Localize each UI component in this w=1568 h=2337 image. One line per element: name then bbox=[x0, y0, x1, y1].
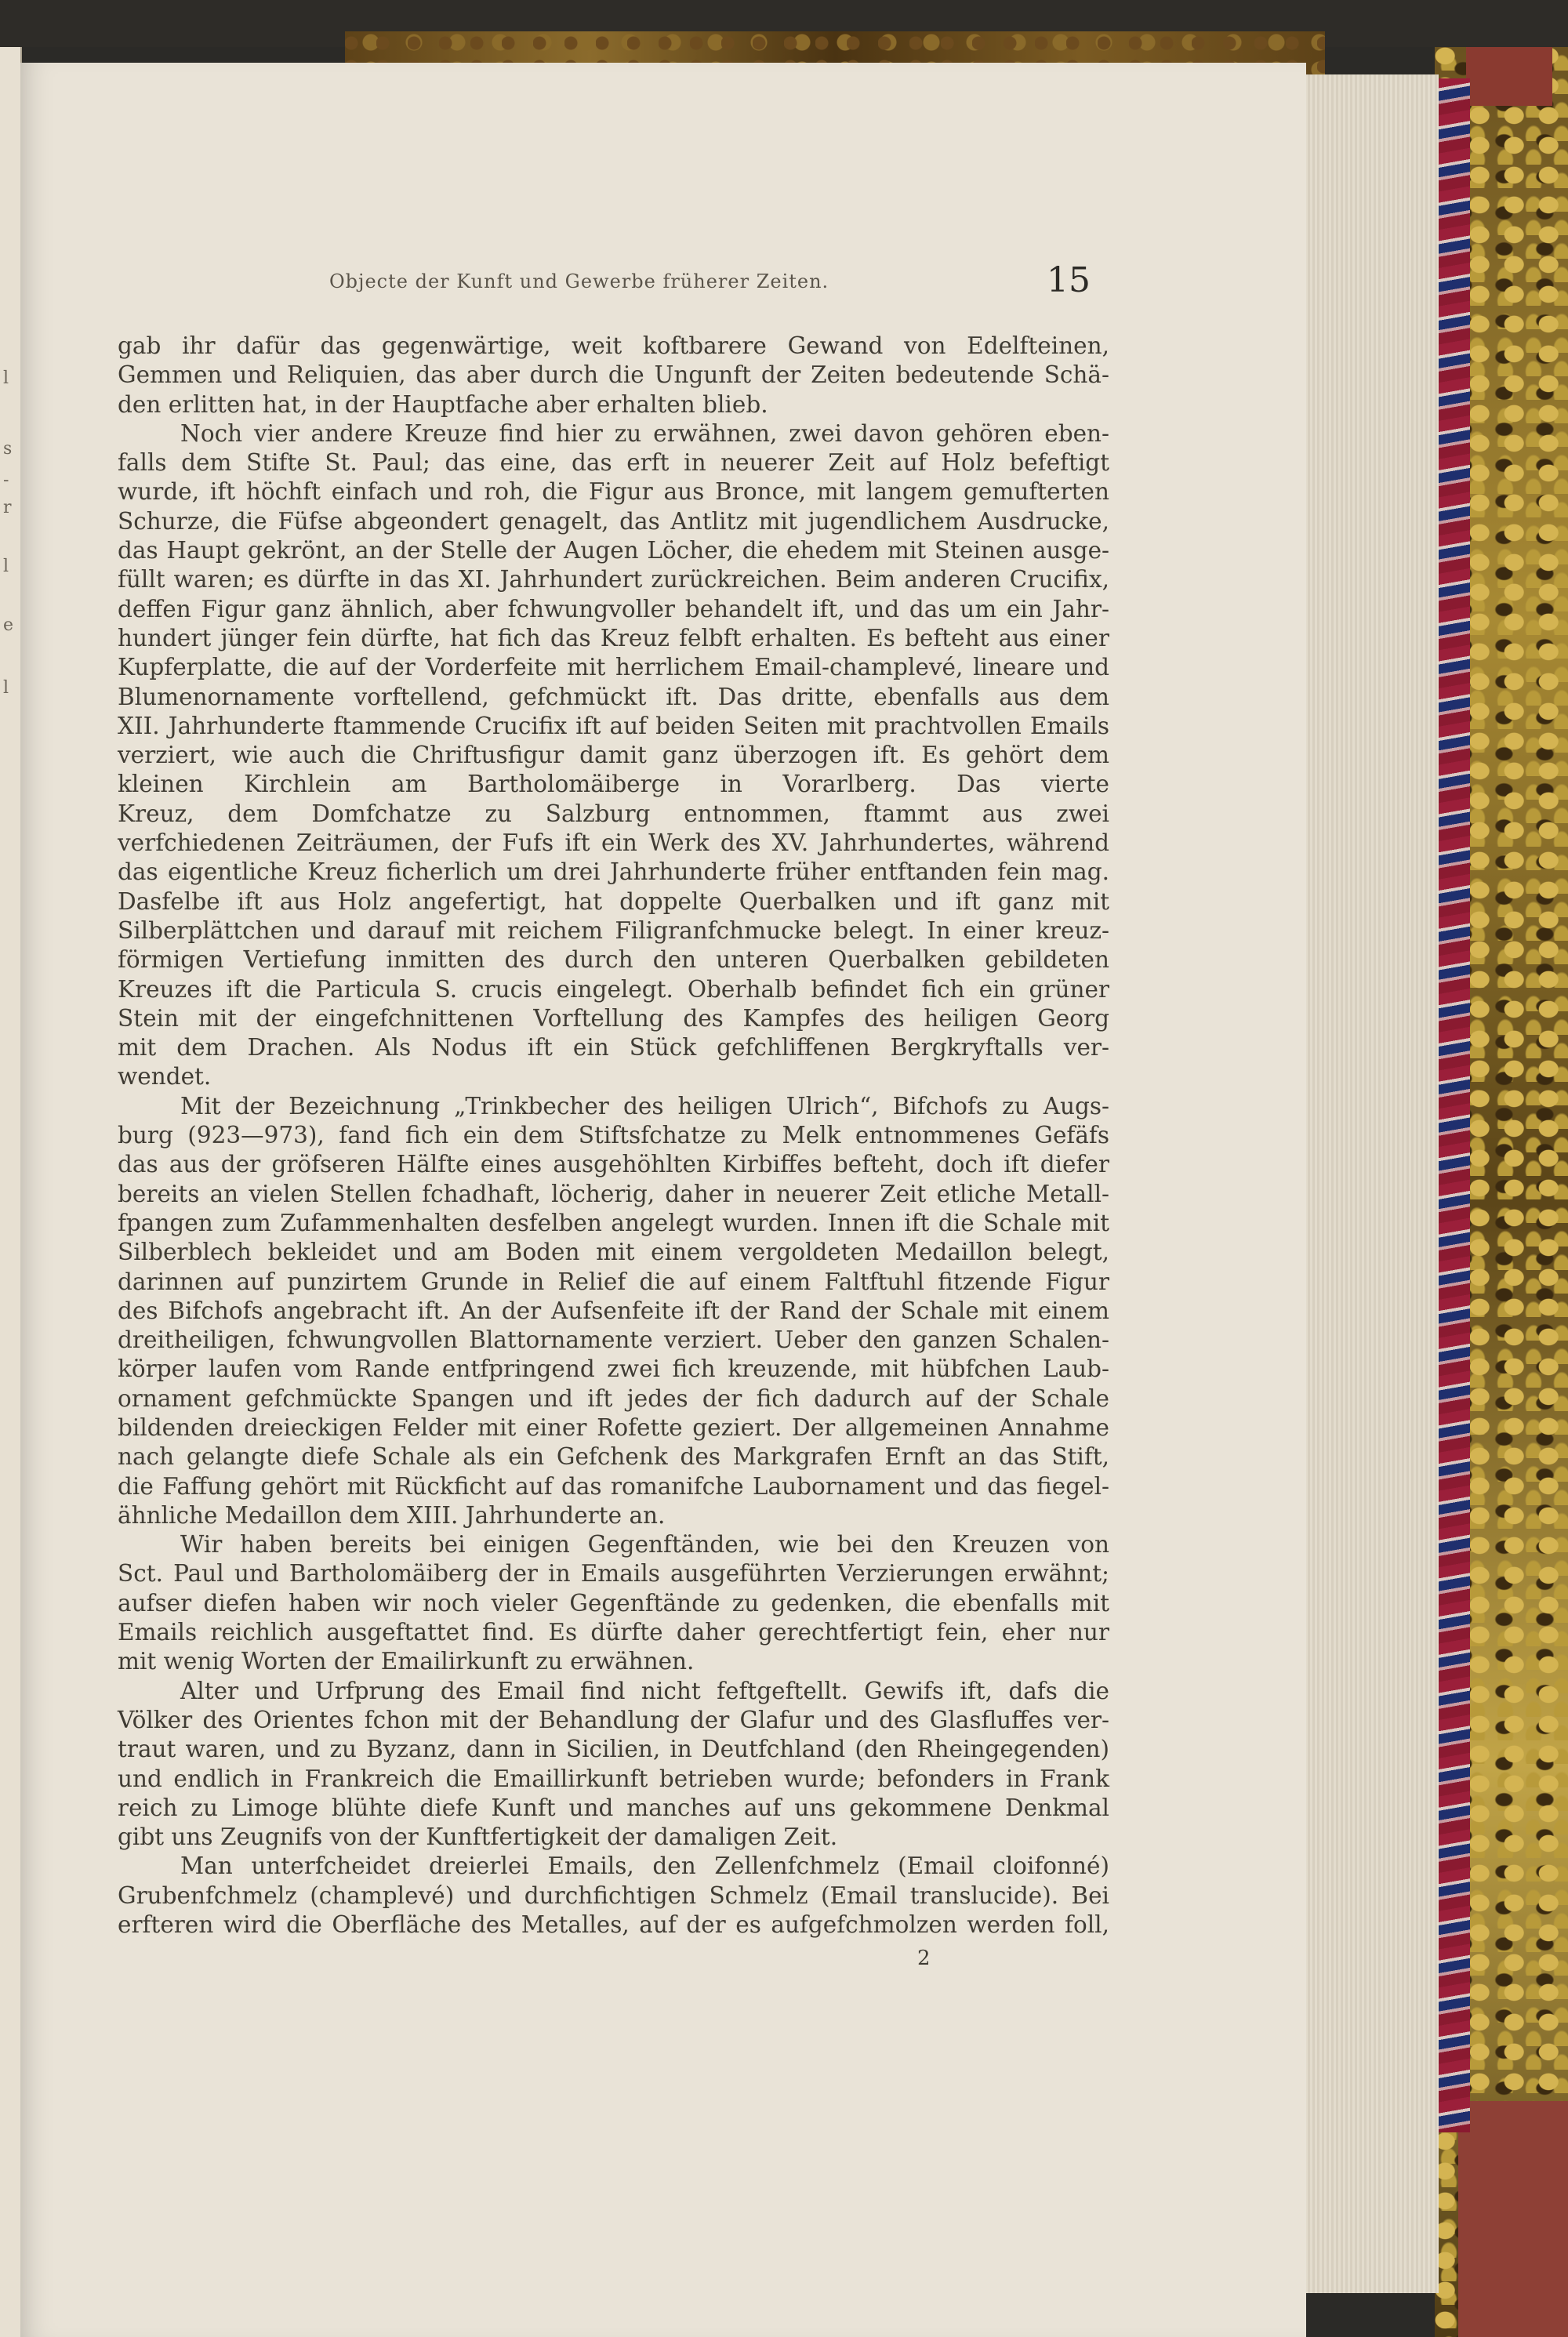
left-page-mark: l bbox=[3, 557, 9, 576]
text-line: Noch vier andere Kreuze find hier zu erwähnen, zwei davon gehören eben- bbox=[180, 419, 1109, 447]
text-line: Kreuzes ift die Particula S. crucis eingelegt. Oberhalb befindet fich ein grüner bbox=[118, 975, 1109, 1003]
text-line: Emails reichlich ausgeftattet find. Es dürfte daher gerechtfertigt fein, eher nur bbox=[118, 1619, 1109, 1646]
text-line: darinnen auf punzirtem Grunde in Relief die auf einem Faltftuhl fitzende Figur bbox=[118, 1268, 1109, 1295]
signature-mark: 2 bbox=[917, 1947, 931, 1970]
text-line: Blumenornamente vorftellend, gefchmückt ift. Das dritte, ebenfalls aus dem bbox=[118, 683, 1109, 710]
text-line: Silberplättchen und darauf mit reichem Filigranfchmucke belegt. In einer kreuz- bbox=[118, 916, 1109, 944]
text-line: den erlitten hat, in der Hauptfache aber erhalten blieb. bbox=[118, 390, 768, 418]
text-line: Sct. Paul und Bartholomäiberg der in Emails ausgeführten Verzierungen erwähnt; bbox=[118, 1560, 1109, 1588]
text-line: aufser diefen haben wir noch vieler Gegenftände zu gedenken, die ebenfalls mit bbox=[118, 1589, 1109, 1617]
text-line: Alter und Urfprung des Email find nicht feftgeftellt. Gewifs ift, dafs die bbox=[180, 1677, 1109, 1704]
text-line: wurde, ift höchft einfach und roh, die Figur aus Bronce, mit langem gemufterten bbox=[118, 478, 1109, 506]
text-line: bereits an vielen Stellen fchadhaft, löcherig, daher in neuerer Zeit etliche Metall- bbox=[118, 1180, 1109, 1207]
text-line: mit wenig Worten der Emailirkunft zu erwähnen. bbox=[118, 1648, 695, 1675]
text-line: körper laufen vom Rande entfpringend zwei fich kreuzende, mit hübfchen Laub- bbox=[118, 1355, 1109, 1383]
text-line: XII. Jahrhunderte ftammende Crucifix ift auf beiden Seiten mit prachtvollen Emails bbox=[118, 712, 1109, 739]
text-line: Kupferplatte, die auf der Vorderfeite mit herrlichem Email-champlevé, lineare und bbox=[118, 654, 1109, 681]
text-line: erfteren wird die Oberfläche des Metalles, auf der es aufgefchmolzen werden foll, bbox=[118, 1911, 1109, 1939]
text-line: das eigentliche Kreuz ficherlich um drei Jahrhunderte früher entftanden fein mag. bbox=[118, 858, 1109, 886]
page-block-edge bbox=[1292, 74, 1439, 2293]
text-line: Gemmen und Reliquien, das aber durch die Ungunft der Zeiten bedeutende Schä- bbox=[118, 361, 1109, 389]
text-line: kleinen Kirchlein am Bartholomäiberge in Vorarlberg. Das vierte bbox=[118, 771, 1109, 798]
text-line: die Faffung gehört mit Rückficht auf das romanifche Laubornament und das fiegel- bbox=[118, 1472, 1109, 1500]
running-header: Objecte der Kunft und Gewerbe früherer Zeiten. bbox=[329, 270, 829, 292]
text-line: Mit der Bezeichnung „Trinkbecher des heiligen Ulrich“, Bifchofs zu Augs- bbox=[180, 1092, 1109, 1120]
text-line: das aus der gröfseren Hälfte eines ausgehöhlten Kirbiffes befteht, doch ift diefer bbox=[118, 1151, 1109, 1178]
text-line: Kreuz, dem Domfchatze zu Salzburg entnommen, ftammt aus zwei bbox=[118, 800, 1109, 827]
left-page-mark: r bbox=[3, 498, 12, 517]
text-line: Grubenfchmelz (champlevé) und durchfichtigen Schmelz (Email translucide). Bei bbox=[118, 1882, 1109, 1909]
text-line: füllt waren; es dürfte in das XI. Jahrhundert zurückreichen. Beim anderen Crucifix, bbox=[118, 566, 1109, 593]
left-page-mark: e bbox=[3, 615, 14, 635]
text-line: bildenden dreieckigen Felder mit einer Rofette geziert. Der allgemeinen Annahme bbox=[118, 1413, 1109, 1441]
text-line: förmigen Vertiefung inmitten des durch den unteren Querbalken gebildeten bbox=[118, 946, 1109, 974]
cover-corner-bottom bbox=[1458, 2101, 1568, 2337]
text-line: und endlich in Frankreich die Emaillirkunft betrieben wurde; befonders in Frank bbox=[118, 1765, 1109, 1792]
page-number: 15 bbox=[1047, 260, 1091, 300]
text-line: Schurze, die Füfse abgeondert genagelt, das Antlitz mit jugendlichem Ausdrucke, bbox=[118, 507, 1109, 535]
text-line: Dasfelbe ift aus Holz angefertigt, hat doppelte Querbalken und ift ganz mit bbox=[118, 887, 1109, 915]
text-line: gab ihr dafür das gegenwärtige, weit koftbarere Gewand von Edelfteinen, bbox=[118, 332, 1109, 359]
body-text bbox=[118, 332, 1109, 1940]
text-line: wendet. bbox=[118, 1063, 212, 1090]
left-page-mark: l bbox=[3, 368, 9, 388]
text-line: Man unterfcheidet dreierlei Emails, den Zellenfchmelz (Email cloifonné) bbox=[180, 1853, 1109, 1880]
text-line: gibt uns Zeugnifs von der Kunftfertigkeit der damaligen Zeit. bbox=[118, 1824, 838, 1851]
text-line: hundert jünger fein dürfte, hat fich das Kreuz felbft erhalten. Es befteht aus einer bbox=[118, 624, 1109, 651]
text-line: nach gelangte diefe Schale als ein Gefchenk des Markgrafen Ernft an das Stift, bbox=[118, 1443, 1109, 1471]
text-line: mit dem Drachen. Als Nodus ift ein Stück gefchliffenen Bergkryftalls ver- bbox=[118, 1034, 1109, 1061]
text-line: Wir haben bereits bei einigen Gegenftänden, wie bei den Kreuzen von bbox=[180, 1531, 1109, 1559]
left-page-mark: l bbox=[3, 678, 9, 698]
left-page-edge bbox=[0, 47, 22, 2337]
left-page-mark: - bbox=[3, 470, 9, 490]
text-line: das Haupt gekrönt, an der Stelle der Augen Löcher, die ehedem mit Steinen ausge- bbox=[118, 537, 1109, 564]
text-line: burg (923—973), fand fich ein dem Stiftsfchatze zu Melk entnommenes Gefäfs bbox=[118, 1122, 1109, 1149]
text-line: fpangen zum Zufammenhalten desfelben angelegt wurden. Innen ift die Schale mit bbox=[118, 1209, 1109, 1236]
left-page-mark: s bbox=[3, 439, 13, 459]
text-line: traut waren, und zu Byzanz, dann in Sicilien, in Deutfchland (den Rheingegenden) bbox=[118, 1736, 1109, 1763]
text-line: dreitheiligen, fchwungvollen Blattornamente verziert. Ueber den ganzen Schalen- bbox=[118, 1326, 1109, 1354]
cover-corner-top bbox=[1466, 47, 1552, 106]
text-line: reich zu Limoge blühte diefe Kunft und manches auf uns gekommene Denkmal bbox=[118, 1794, 1109, 1821]
text-line: verziert, wie auch die Chriftusfigur damit ganz überzogen ift. Es gehört dem bbox=[118, 742, 1109, 769]
text-line: Völker des Orientes fchon mit der Behandlung der Glafur und des Glasfluffes ver- bbox=[118, 1706, 1109, 1733]
text-line: deffen Figur ganz ähnlich, aber fchwungvoller behandelt ift, und das um ein Jahr- bbox=[118, 595, 1109, 622]
text-line: ähnliche Medaillon dem XIII. Jahrhunderte an. bbox=[118, 1501, 666, 1529]
text-line: ornament gefchmückte Spangen und ift jedes der fich dadurch auf der Schale bbox=[118, 1384, 1109, 1412]
text-line: Stein mit der eingefchnittenen Vorftellung des Kampfes des heiligen Georg bbox=[118, 1004, 1109, 1032]
text-line: falls dem Stifte St. Paul; das eine, das erft in neuerer Zeit auf Holz befeftigt bbox=[118, 449, 1109, 477]
text-line: Silberblech bekleidet und am Boden mit einem vergoldeten Medaillon belegt, bbox=[118, 1239, 1109, 1266]
text-line: verfchiedenen Zeiträumen, der Fufs ift ein Werk des XV. Jahrhundertes, während bbox=[118, 829, 1109, 857]
text-line: des Bifchofs angebracht ift. An der Aufsenfeite ift der Rand der Schale mit einem bbox=[118, 1297, 1109, 1324]
